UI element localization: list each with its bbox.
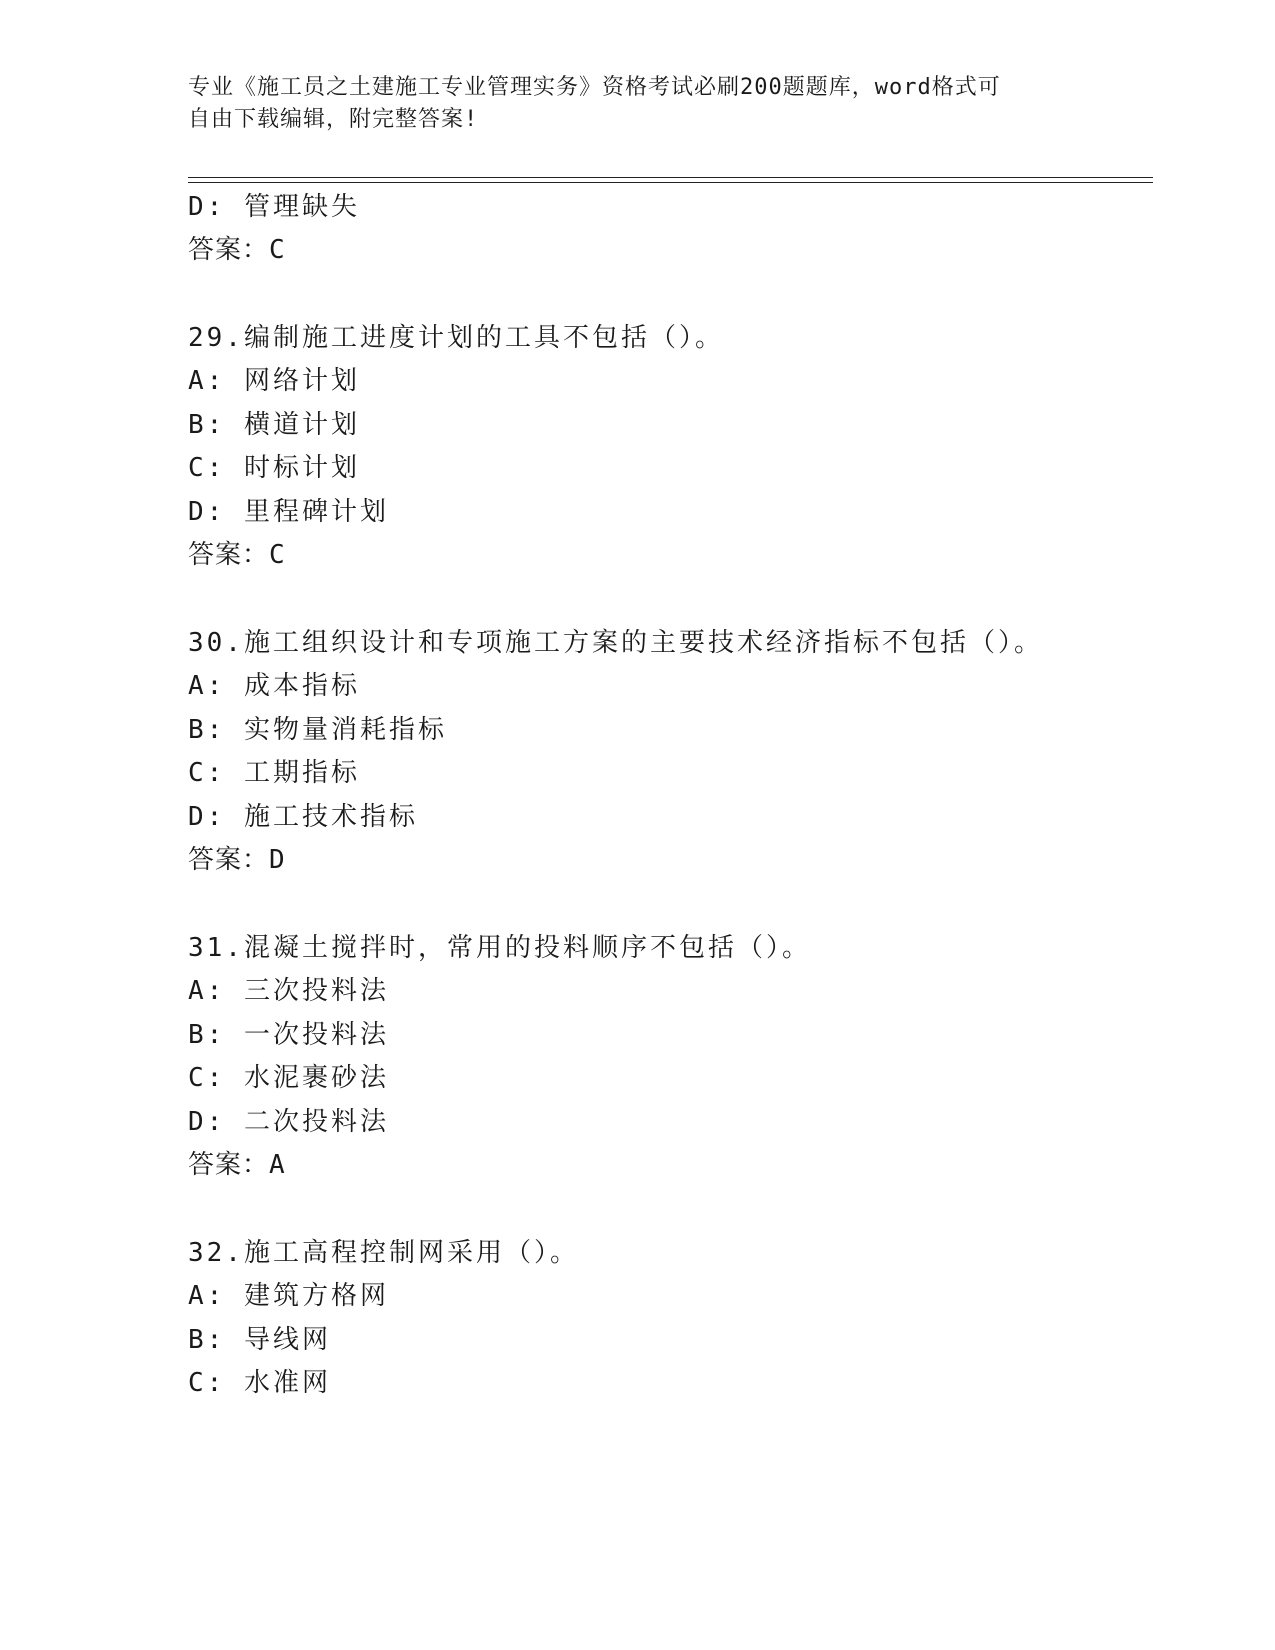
question-29-stem: 29.编制施工进度计划的工具不包括（）。: [188, 323, 724, 353]
document-header: [188, 72, 1088, 136]
header-divider-bottom: [188, 182, 1153, 183]
question-32-option-b: B: 导线网: [188, 1325, 331, 1355]
question-31-option-a: A: 三次投料法: [188, 976, 389, 1006]
question-29-option-c: C: 时标计划: [188, 453, 360, 483]
question-31-option-d: D: 二次投料法: [188, 1107, 389, 1137]
header-line-1: 专业《施工员之土建施工专业管理实务》资格考试必刷200题题库，word格式可: [188, 75, 1001, 100]
question-30-option-c: C: 工期指标: [188, 758, 360, 788]
question-31-stem: 31.混凝土搅拌时，常用的投料顺序不包括（）。: [188, 933, 811, 963]
question-31-option-c: C: 水泥裹砂法: [188, 1063, 389, 1093]
header-divider-top: [188, 177, 1153, 178]
question-30-option-b: B: 实物量消耗指标: [188, 715, 447, 745]
question-29-option-d: D: 里程碑计划: [188, 497, 389, 527]
question-30-option-a: A: 成本指标: [188, 671, 360, 701]
question-32-option-c: C: 水准网: [188, 1368, 331, 1398]
question-31-option-b: B: 一次投料法: [188, 1020, 389, 1050]
header-line-2: 自由下载编辑，附完整答案!: [188, 107, 479, 132]
question-29-answer: 答案：C: [188, 540, 286, 570]
question-29-option-a: A: 网络计划: [188, 366, 360, 396]
question-30-answer: 答案：D: [188, 845, 286, 875]
question-30-stem: 30.施工组织设计和专项施工方案的主要技术经济指标不包括（）。: [188, 628, 1043, 658]
question-32-stem: 32.施工高程控制网采用（）。: [188, 1238, 579, 1268]
question-30-option-d: D: 施工技术指标: [188, 802, 418, 832]
prev-answer: 答案：C: [188, 235, 286, 265]
question-32-option-a: A: 建筑方格网: [188, 1281, 389, 1311]
prev-option-d: D: 管理缺失: [188, 192, 360, 222]
question-29-option-b: B: 横道计划: [188, 410, 360, 440]
question-31-answer: 答案：A: [188, 1150, 286, 1180]
